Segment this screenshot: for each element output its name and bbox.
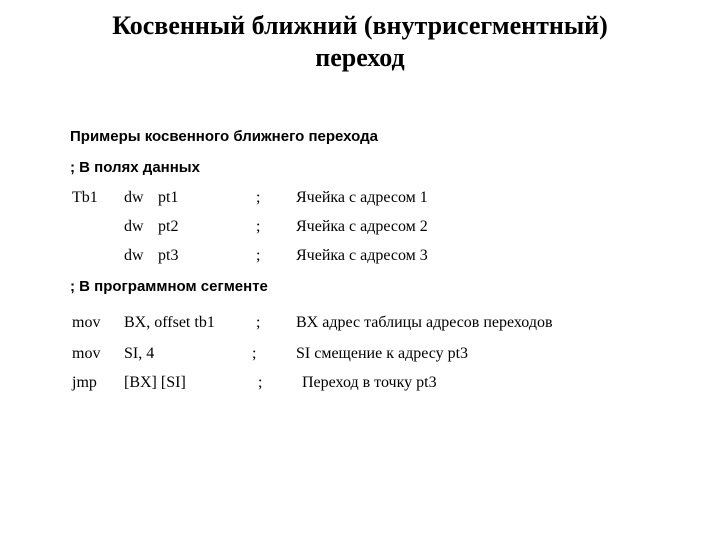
code-row: [0, 345, 720, 371]
row-op: dw: [124, 247, 144, 264]
row-op: jmp: [72, 374, 97, 391]
row-arg: SI, 4: [124, 345, 155, 362]
row-sep: ;: [256, 247, 261, 264]
comment-data-section: [0, 159, 720, 185]
row-comment: Переход в точку pt3: [302, 374, 437, 391]
comment-code-section: [0, 278, 720, 304]
row-arg: BX, offset tb1: [124, 314, 215, 331]
slide-title-line1: Косвенный ближний (внутрисегментный): [112, 11, 608, 40]
row-op: mov: [72, 345, 101, 362]
section-heading: Примеры косвенного ближнего перехода: [70, 128, 378, 145]
row-arg: pt3: [158, 247, 179, 264]
row-op: dw: [124, 218, 144, 235]
row-comment: Ячейка с адресом 2: [296, 218, 428, 235]
row-comment: BX адрес таблицы адресов переходов: [296, 314, 553, 331]
row-sep: ;: [256, 189, 261, 206]
row-sep: ;: [252, 345, 257, 362]
data-row: [0, 218, 720, 244]
slide-title-line2: переход: [315, 43, 405, 72]
row-comment: Ячейка с адресом 1: [296, 189, 428, 206]
row-sep: ;: [256, 218, 261, 235]
row-sep: ;: [256, 314, 261, 331]
comment-text: ; В программном сегменте: [70, 278, 268, 295]
code-row: [0, 374, 720, 400]
row-comment: Ячейка с адресом 3: [296, 247, 428, 264]
data-row: [0, 189, 720, 215]
row-arg: [BX] [SI]: [124, 374, 186, 391]
row-op: dw: [124, 189, 144, 206]
row-label: Tb1: [72, 189, 98, 206]
row-comment: SI смещение к адресу pt3: [296, 345, 469, 362]
slide-title: [0, 10, 720, 74]
row-op: mov: [72, 314, 101, 331]
row-arg: pt2: [158, 218, 179, 235]
row-arg: pt1: [158, 189, 179, 206]
row-sep: ;: [258, 374, 263, 391]
comment-text: ; В полях данных: [70, 159, 200, 176]
data-row: [0, 247, 720, 273]
code-row: [0, 314, 720, 340]
